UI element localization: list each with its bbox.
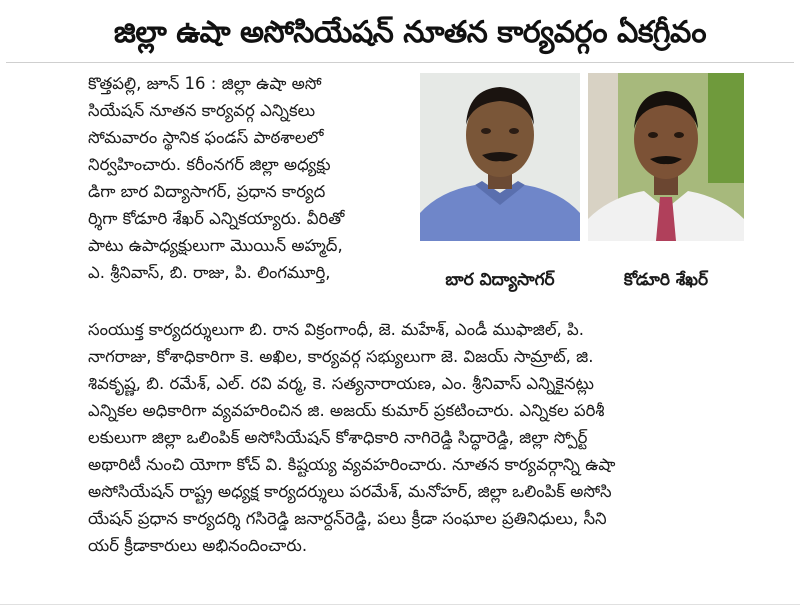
article-line: యర్ క్రీడాకారులు అభినందించారు. [88,536,308,555]
article-line: కొత్తపల్లి, జూన్ 16 : జిల్లా ఉషా అసో [88,74,322,93]
article-line: డిగా బార విద్యాసాగర్, ప్రధాన కార్యద [88,182,326,201]
article-line: ఎన్నికల అధికారిగా వ్యవహరించిన జి. అజయ్ కుమార్ ప్రకటించారు. ఎన్నికల పరిశీ [88,401,605,420]
article-line: లకులుగా జిల్లా ఒలింపిక్ అసోసియేషన్ కోశాధికారి నాగిరెడ్డి సిద్ధారెడ్డి, జిల్లా స్పోర్ట్ [88,428,588,447]
portrait-left-image [420,73,580,241]
article-line: అసోసియేషన్ రాష్ట్ర అధ్యక్ష కార్యదర్శులు పరమేశ్, మనోహర్, జిల్లా ఒలింపిక్ అసోసి [88,482,612,501]
photo-caption-left: బార విద్యాసాగర్ [445,270,555,290]
article-line: ర్శిగా కోడూరి శేఖర్ ఎన్నికయ్యారు. వీరితో [88,209,345,228]
article-line: సియేషన్ నూతన కార్యవర్గ ఎన్నికలు [88,101,316,120]
photo-bara-vidyasagar [420,73,580,241]
headline-rule [6,62,794,63]
article-line: యేషన్ ప్రధాన కార్యదర్శి గసిరెడ్డి జనార్దన్‌రెడ్డి, పలు క్రీడా సంఘాల ప్రతినిధులు, సీని [88,509,607,528]
photo-koduri-shekhar [588,73,744,241]
headline: జిల్లా ఉషా అసోసియేషన్ నూతన కార్యవర్గం ఏకగ్రీవం [113,15,707,50]
article-line: సంయుక్త కార్యదర్శులుగా బి. రాన విక్రంగాంధీ, జె. మహేశ్, ఎండీ ముఫాజిల్, పి. [88,320,585,339]
article-full-width [88,316,778,559]
article-line: ఎ. శ్రీనివాస్, బి. రాజు, పి. లింగమూర్తి, [88,263,331,282]
portrait-right-image [588,73,744,241]
article-line: నిర్వహించారు. కరీంనగర్ జిల్లా అధ్యక్షు [88,155,331,174]
article-line: శివకృష్ణ, బి. రమేశ్, ఎల్. రవి వర్మ, కె. సత్యనారాయణ, ఎం. శ్రీనివాస్ ఎన్నికైనట్లు [88,374,595,393]
article-line: పాటు ఉపాధ్యక్షులుగా మొయిన్ అహ్మద్, [88,236,343,255]
photo-caption-right: కోడూరి శేఖర్ [623,270,709,290]
article-line: నాగరాజు, కోశాధికారిగా కె. అఖిల, కార్యవర్గ సభ్యులుగా జె. విజయ్ సామ్రాట్, జి. [88,347,594,366]
article-line: సోమవారం స్థానిక ఫండస్ పాఠశాలలో [88,128,324,147]
bottom-divider [0,604,800,605]
article-line: అథారిటీ నుంచి యోగా కోచ్ వి. కిష్టయ్య వ్యవహరించారు. నూతన కార్యవర్గాన్ని ఉషా [88,455,616,474]
article-left-column [88,70,413,286]
